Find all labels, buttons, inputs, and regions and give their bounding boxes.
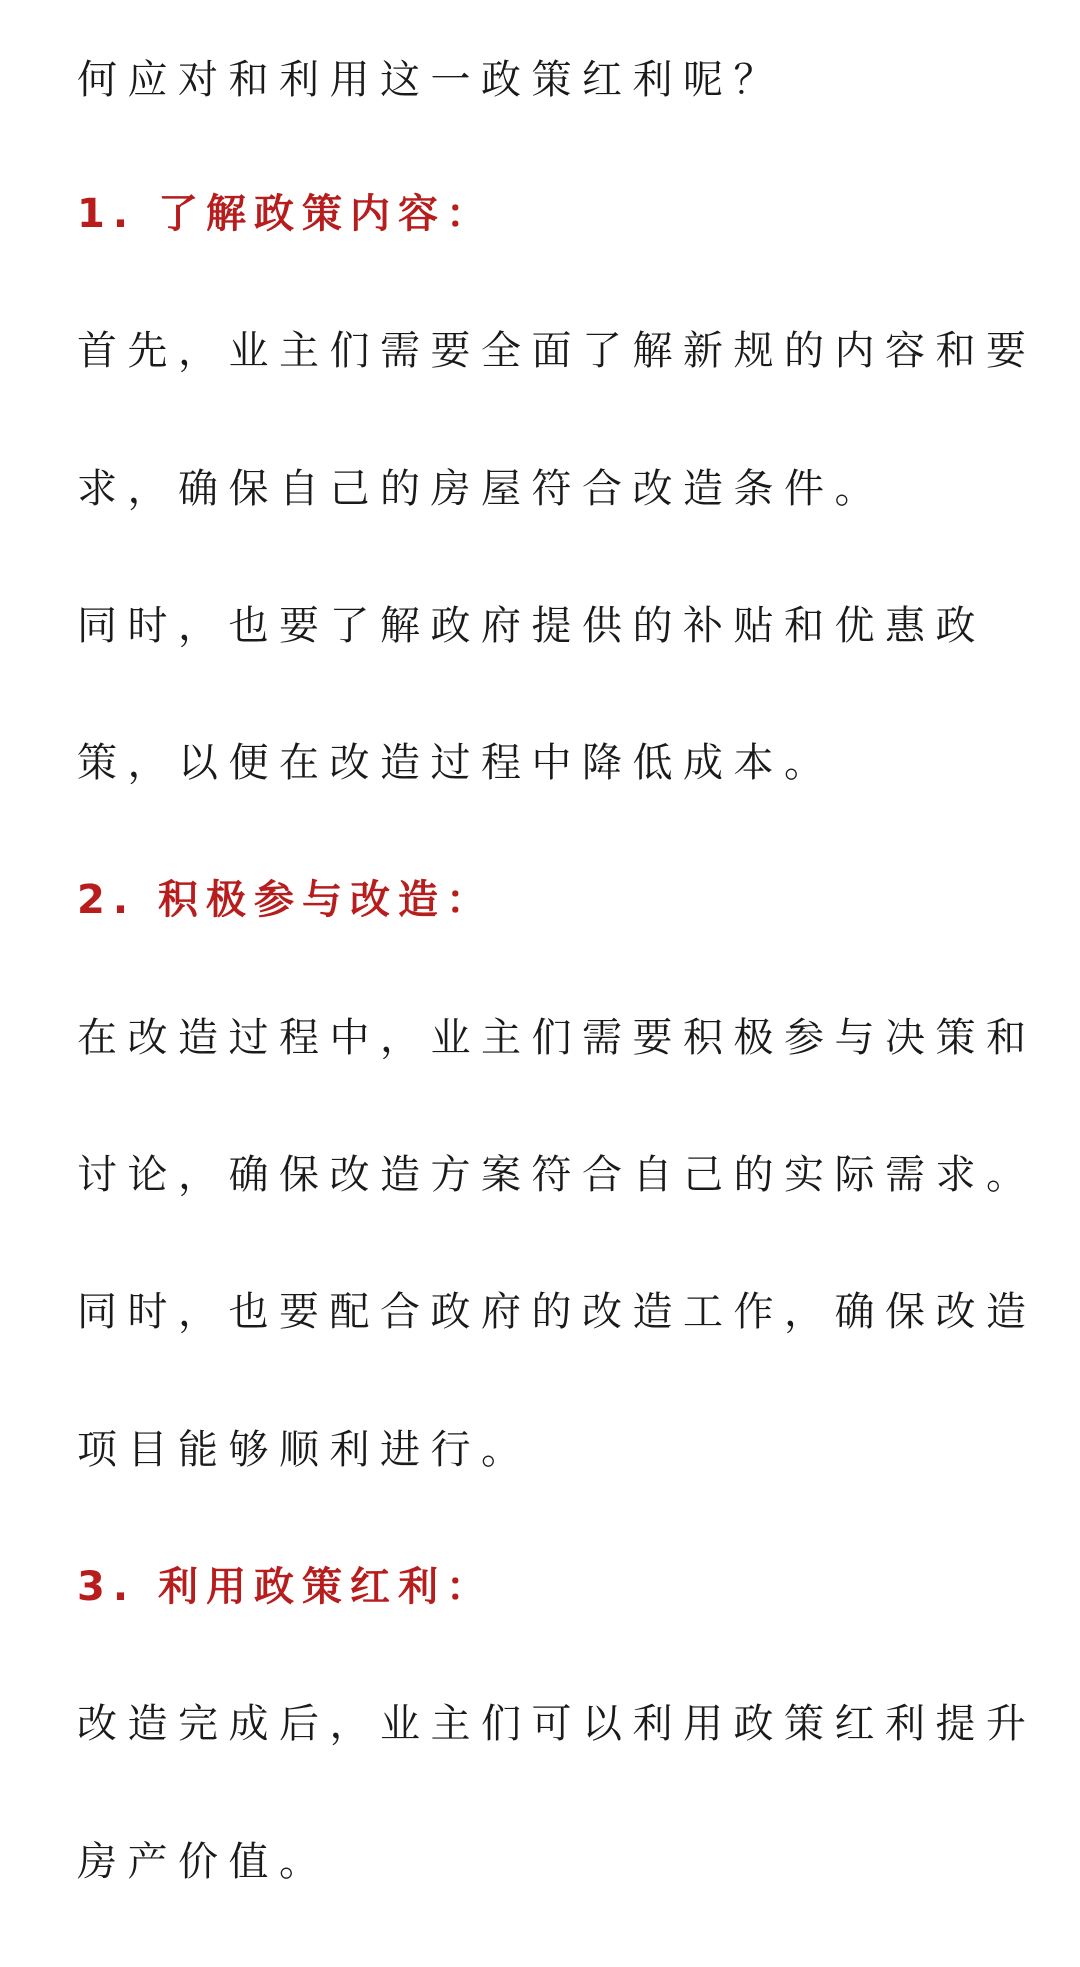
section-2-heading: 2. 积极参与改造： (77, 877, 494, 923)
section-1-heading: 1. 了解政策内容： (77, 191, 494, 237)
section-2-paragraph-1-line-1: 在改造过程中，业主们需要积极参与决策和 (77, 1015, 1037, 1061)
section-3-heading: 3. 利用政策红利： (77, 1564, 494, 1610)
section-1-paragraph-1-line-1: 首先，业主们需要全面了解新规的内容和要 (77, 328, 1037, 374)
section-1-paragraph-2-line-2: 策，以便在改造过程中降低成本。 (77, 740, 835, 786)
section-3-paragraph-1-line-2: 房产价值。 (77, 1839, 330, 1885)
section-2-paragraph-2-line-1: 同时，也要配合政府的改造工作，确保改造 (77, 1289, 1037, 1335)
section-2-paragraph-1-line-2: 讨论，确保改造方案符合自己的实际需求。 (77, 1152, 1037, 1198)
section-2-paragraph-2-line-2: 项目能够顺利进行。 (77, 1427, 532, 1473)
intro-text: 何应对和利用这一政策红利呢？ (77, 57, 784, 103)
section-1-paragraph-2-line-1: 同时，也要了解政府提供的补贴和优惠政 (77, 603, 986, 649)
section-3-paragraph-1-line-1: 改造完成后，业主们可以利用政策红利提升 (77, 1701, 1037, 1747)
section-1-paragraph-1-line-2: 求，确保自己的房屋符合改造条件。 (77, 466, 885, 512)
